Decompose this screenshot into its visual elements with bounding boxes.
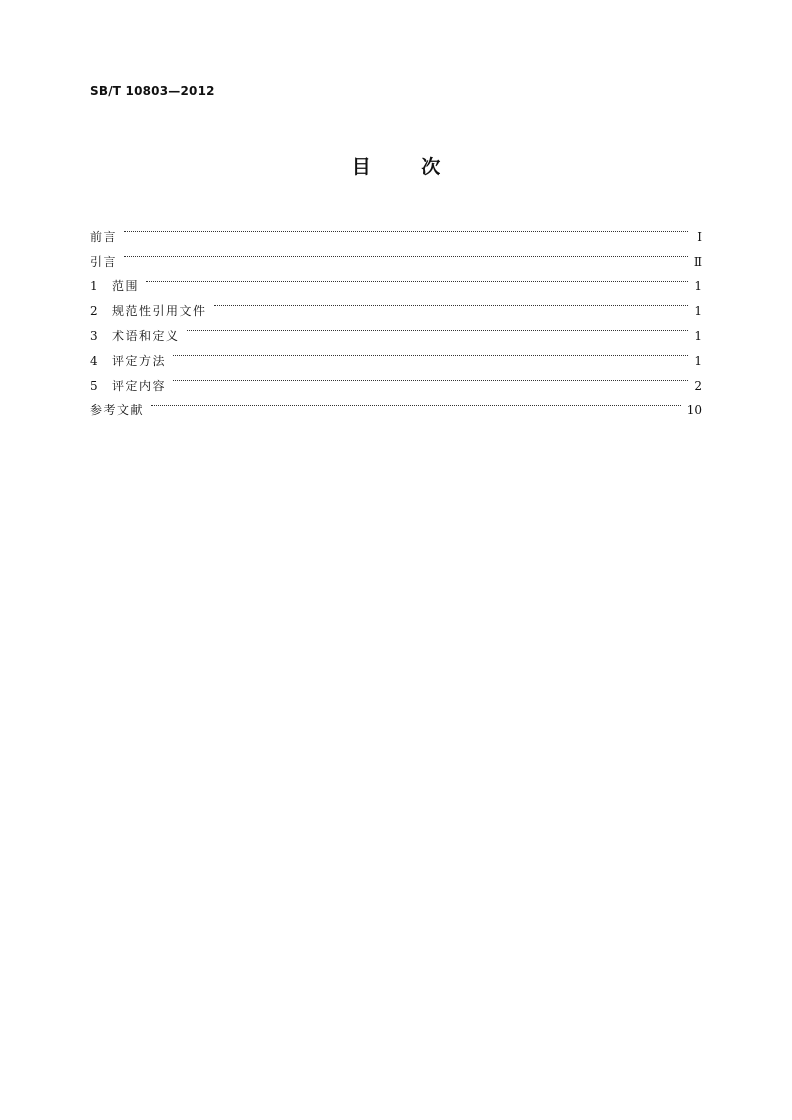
toc-section-number: 4 bbox=[90, 353, 98, 368]
toc-entry-scope[interactable] bbox=[90, 266, 702, 294]
toc-entry-label bbox=[90, 225, 117, 250]
toc-section-number: 5 bbox=[90, 378, 98, 393]
toc-dot-leader bbox=[124, 216, 688, 241]
toc-dot-leader bbox=[214, 290, 688, 315]
toc-entry-text: 术语和定义 bbox=[112, 328, 180, 343]
toc-entry-assessment-content[interactable] bbox=[90, 365, 702, 393]
toc-section-number: 3 bbox=[90, 328, 98, 343]
toc-list bbox=[90, 216, 702, 418]
toc-entry-assessment-method[interactable] bbox=[90, 340, 702, 368]
toc-page-number: Ⅱ bbox=[693, 254, 702, 269]
toc-entry-label bbox=[90, 398, 144, 423]
toc-entry-introduction[interactable] bbox=[90, 241, 702, 269]
toc-dot-leader bbox=[187, 315, 688, 340]
toc-entry-foreword[interactable] bbox=[90, 216, 702, 244]
toc-entry-text: 评定内容 bbox=[112, 378, 167, 393]
toc-entry-label bbox=[90, 250, 117, 275]
toc-page-number: 1 bbox=[694, 304, 702, 319]
toc-dot-leader bbox=[173, 365, 688, 390]
toc-entry-text: 引言 bbox=[90, 254, 118, 269]
toc-entry-label bbox=[90, 324, 180, 349]
toc-entry-text: 规范性引用文件 bbox=[112, 304, 207, 319]
toc-entry-text: 参考文献 bbox=[90, 403, 145, 418]
toc-entry-bibliography[interactable] bbox=[90, 390, 702, 418]
toc-title: 目 次 bbox=[351, 156, 441, 178]
toc-dot-leader bbox=[151, 390, 681, 415]
toc-page-number: 10 bbox=[686, 403, 702, 418]
toc-entry-text: 范围 bbox=[112, 279, 140, 294]
toc-dot-leader bbox=[173, 340, 688, 365]
toc-page-number: 1 bbox=[694, 353, 702, 368]
toc-page-number: 1 bbox=[694, 328, 702, 343]
toc-section-number: 2 bbox=[90, 304, 98, 319]
toc-entry-normative-references[interactable] bbox=[90, 290, 702, 319]
toc-dot-leader bbox=[146, 266, 688, 291]
toc-entry-text: 前言 bbox=[90, 229, 118, 244]
toc-page-number: Ⅰ bbox=[697, 229, 702, 244]
toc-page-number: 2 bbox=[694, 378, 702, 393]
toc-entry-label bbox=[90, 349, 166, 374]
toc-section-number: 1 bbox=[90, 279, 98, 294]
toc-page-number: 1 bbox=[694, 279, 702, 294]
toc-dot-leader bbox=[124, 241, 688, 266]
toc-entry-label bbox=[90, 274, 139, 299]
standard-code: SB/T 10803—2012 bbox=[90, 84, 215, 98]
toc-entry-text: 评定方法 bbox=[112, 353, 167, 368]
